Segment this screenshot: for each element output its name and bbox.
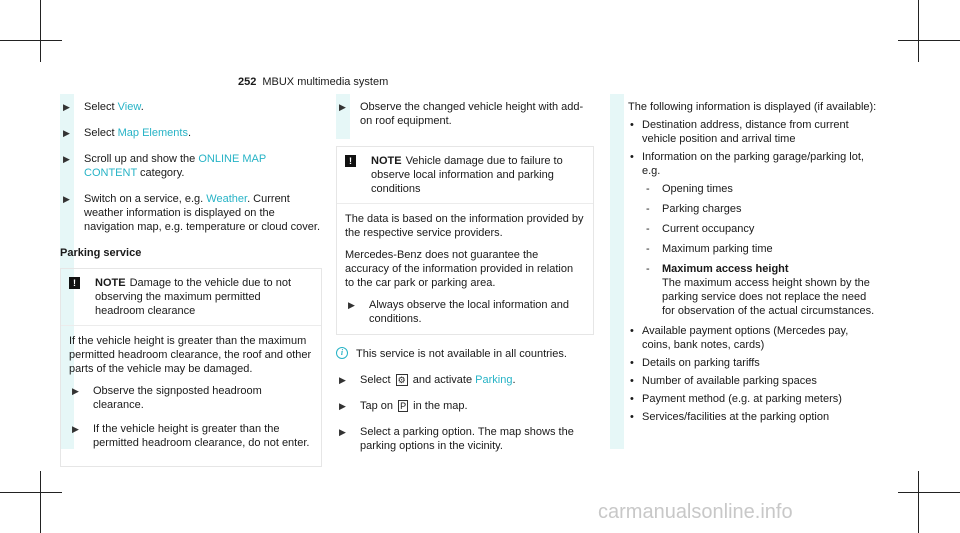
sub-list-item: - Current occupancy [642, 222, 878, 236]
warning-icon: ! [345, 155, 356, 167]
warning-icon: ! [69, 277, 80, 289]
intro-text: The following information is displayed (if available): [628, 101, 877, 113]
sub-list [642, 182, 878, 318]
crop-mark [918, 471, 919, 533]
list-item: • Information on the parking garage/parking lot, e.g. - Opening times - Parking charges - Current occupancy - Maximum parking time - Maximum access height The maximum access height shown by the parking service does not replace the need for observation of the actual circumstances. [628, 150, 878, 318]
crop-mark [0, 492, 62, 493]
step-select-view: ▶ Select View. [63, 101, 144, 113]
parking-icon: P [400, 401, 407, 411]
link-map-elements[interactable]: Map Elements [117, 127, 188, 139]
arrow-icon: ▶ [339, 401, 346, 411]
link-parking[interactable]: Parking [475, 374, 513, 386]
arrow-icon: ▶ [339, 427, 346, 437]
arrow-icon: ▶ [72, 386, 79, 396]
arrow-icon: ▶ [63, 128, 70, 138]
settings-icon: ⚙ [397, 375, 406, 385]
page-header [238, 75, 388, 89]
notice-paragraph: If the vehicle height is greater than the maximum permitted headroom clearance, the roof and other parts of the vehicle may be damaged. [69, 335, 312, 375]
crop-mark [918, 0, 919, 62]
notice-title: NOTE [95, 277, 126, 289]
page-number: 252 [238, 76, 257, 88]
notice-text: Vehicle damage due to failure to observe local information and parking conditions [371, 155, 563, 195]
sub-list-item: - Parking charges [642, 202, 878, 216]
notice-paragraph: Mercedes-Benz does not guarantee the accuracy of the information provided in relation to the car park or parking area. [345, 249, 574, 289]
notice-step: ▶ Observe the signposted headroom clearance. [72, 385, 262, 411]
sub-list-item: - Maximum access height The maximum access height shown by the parking service does not replace the need for observation of the actual circumstances. [642, 262, 878, 318]
arrow-icon: ▶ [348, 300, 355, 310]
step-select-parking: ▶ Select ⚙ and activate Parking. [339, 374, 516, 386]
info-list [628, 118, 878, 424]
step-observe-height: ▶ Observe the changed vehicle height with add-on roof equipment. [339, 101, 584, 127]
info-note: i This service is not available in all countries. [336, 347, 594, 361]
list-item: • Available payment options (Mercedes pay, coins, bank notes, cards) [628, 324, 878, 352]
crop-mark [898, 40, 960, 41]
step-scroll-online-map: ▶ Scroll up and show the ONLINE MAP CONTENT category. [63, 153, 267, 179]
arrow-icon: ▶ [63, 194, 70, 204]
arrow-icon: ▶ [63, 102, 70, 112]
list-item: • Details on parking tariffs [628, 356, 878, 370]
arrow-icon: ▶ [63, 154, 70, 164]
section-heading: Parking service [60, 247, 142, 259]
watermark: carmanualsonline.info [598, 501, 793, 523]
step-switch-service: ▶ Switch on a service, e.g. Weather. Current weather information is displayed on the navigation map, e.g. temperature or cloud cover. [63, 193, 321, 233]
list-item: • Payment method (e.g. at parking meters) [628, 392, 878, 406]
notice-step: ▶ Always observe the local information and conditions. [348, 299, 569, 325]
link-view[interactable]: View [117, 101, 141, 113]
arrow-icon: ▶ [339, 375, 346, 385]
column-1 [60, 100, 322, 475]
notice-paragraph: The data is based on the information provided by the respective service providers. [345, 213, 584, 239]
arrow-icon: ▶ [72, 424, 79, 434]
step-tap-p: ▶ Tap on P in the map. [339, 400, 468, 412]
crop-mark [40, 0, 41, 62]
page-title: MBUX multimedia system [262, 76, 389, 88]
list-item: • Destination address, distance from current vehicle position and arrival time [628, 118, 878, 146]
info-icon: i [336, 347, 348, 359]
margin-bar [610, 94, 624, 449]
arrow-icon: ▶ [339, 102, 346, 112]
link-online-map-content[interactable]: ONLINE MAP CONTENT [84, 153, 267, 179]
notice-box [60, 268, 322, 467]
list-item: • Number of available parking spaces [628, 374, 878, 388]
list-item: • Services/facilities at the parking option [628, 410, 878, 424]
crop-mark [0, 40, 62, 41]
notice-title: NOTE [371, 155, 402, 167]
sub-list-item: - Opening times [642, 182, 878, 196]
crop-mark [40, 471, 41, 533]
crop-mark [898, 492, 960, 493]
notice-box [336, 146, 594, 335]
notice-step: ▶ If the vehicle height is greater than the permitted headroom clearance, do not enter. [72, 423, 310, 449]
column-2 [336, 100, 594, 465]
link-weather[interactable]: Weather [206, 193, 248, 205]
step-select-parking-option: ▶ Select a parking option. The map shows the parking options in the vicinity. [339, 426, 574, 452]
sub-list-item: - Maximum parking time [642, 242, 878, 256]
notice-text: Damage to the vehicle due to not observing the maximum permitted headroom clearance [95, 277, 292, 317]
column-3 [628, 100, 878, 428]
step-select-map-elements: ▶ Select Map Elements. [63, 127, 192, 139]
